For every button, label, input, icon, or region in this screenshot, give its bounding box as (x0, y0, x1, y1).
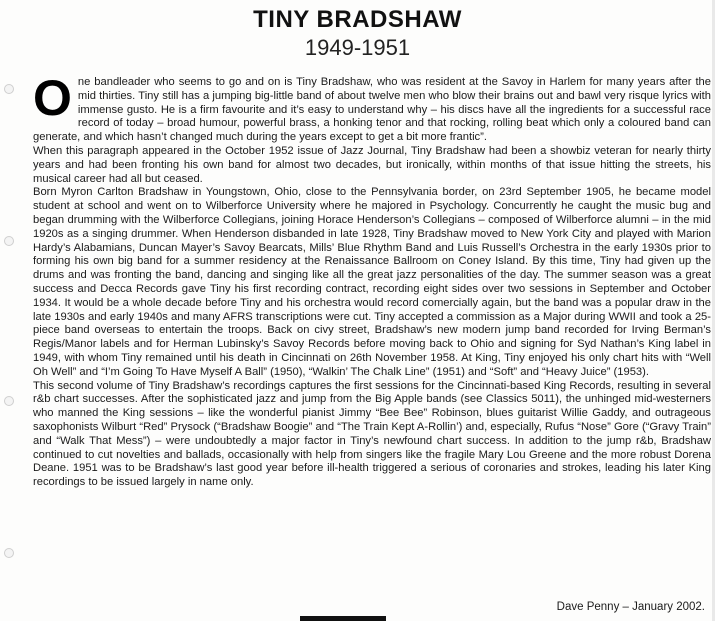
article-paragraph-intro (33, 70, 711, 145)
article-paragraph: Born Myron Carlton Bradshaw in Youngstown, Ohio, close to the Pennsylvania border, on 23rd September 1905, he became model student at school and went on to Wilberforce University where he majored in Psychology. Concurrently he caught the music bug and began drumming with the Wilberforce Collegians, joining Horace Henderson’s Collegians – composed of Wilberforce alumni – in the mid 1920s as a singing drummer. When Henderson disbanded in late 1928, Tiny Bradshaw moved to New York City and played with Marion Hardy’s Alabamians, Duncan Mayer’s Savoy Bearcats, Mills’ Blue Rhythm Band and Luis Russell’s Orchestra in the early 1930s prior to forming his own big band for a summer residency at the Renaissance Ballroom on Coney Island. By this time, Tiny had given up the drums and was fronting the band, dancing and singing like all the great jazz personalities of the day. The summer season was a great success and Decca Records gave Tiny his first recording contract, recording eight sides over two sessions in September and October 1934. It would be a whole decade before Tiny and his orchestra would record comercially again, but the band was a popular draw in the late 1930s and early 1940s and many AFRS transcriptions were cut. Tiny accepted a commission as a Major during WWII and took a 25-piece band overseas to entertain the troops. Back on civy street, Bradshaw’s new modern jump band recorded for Irving Berman’s Regis/Manor labels and for Herman Lubinsky’s Savoy Records before moving back to Ohio and signing for Syd Nathan’s King label in 1949, with whom Tiny remained until his death in Cincinnati on 26th November 1958. At King, Tiny enjoyed his only chart hits with “Well Oh Well” and “I’m Going To Have Myself A Ball” (1950), “Walkin’ The Chalk Line” (1951) and “Soft” and “Heavy Juice” (1953). (33, 186, 711, 378)
article-paragraph: When this paragraph appeared in the October 1952 issue of Jazz Journal, Tiny Bradshaw had been a showbiz veteran for nearly thirty years and had been fronting his own band for almost two decades, but ironically, within months of that issue hitting the streets, his musical career had all but ceased. (33, 144, 711, 185)
binding-hole (4, 236, 14, 246)
page-subtitle-years: 1949-1951 (304, 35, 411, 60)
binding-hole (4, 84, 14, 94)
page-title: TINY BRADSHAW (253, 6, 462, 33)
bottom-decorative-bar (300, 616, 386, 621)
article-body (33, 70, 711, 490)
article-paragraph: This second volume of Tiny Bradshaw’s recordings captures the first sessions for the Cincinnati-based King Records, resulting in several r&b chart successes. After the sophisticated jazz and jump from the Big Apple bands (see Classics 5011), the unhinged mid-westerners who manned the King sessions – like the wonderful pianist Jimmy “Bee Bee” Robinson, blues guitarist Willie Gaddy, and outrageous saxophonists Wilburt “Red” Prysock (“Bradshaw Boogie” and “The Train Kept A-Rollin’) and, especially, Rufus “Nose” Gore (“Gravy Train” and “Walk That Mess”) – were undoubtedly a major factor in Tiny’s newfound chart success. In addition to the jump r&b, Bradshaw continued to cut novelties and ballads, occasionally with help from singers like the fragile Mary Lou Greene and the more robust Dorena Deane. 1951 was to be Bradshaw’s last good year before ill-health triggered a serious of coronaries and strokes, leading his later King recordings to be issued largely in name only. (33, 379, 711, 489)
intro-paragraph-text: ne bandleader who seems to go and on is Tiny Bradshaw, who was resident at the Savoy in Harlem for many years after the mid thirties. Tiny still has a jumping big-little band of about twelve men who blow their brains out and bawl very risque lyrics with immense gusto. He is a firm favourite and it’s easy to understand why – his discs have all the ingredients for a successful race record of today – broad humour, powerful brass, a honking tenor and that rocking, rolling beat which only a coloured band can generate, and which hasn’t changed much during the years except to get a bit more frantic”. (33, 76, 711, 144)
binding-hole (4, 396, 14, 406)
author-signature: Dave Penny – January 2002. (556, 601, 705, 613)
binding-hole (4, 548, 14, 558)
drop-cap: O (33, 70, 72, 126)
